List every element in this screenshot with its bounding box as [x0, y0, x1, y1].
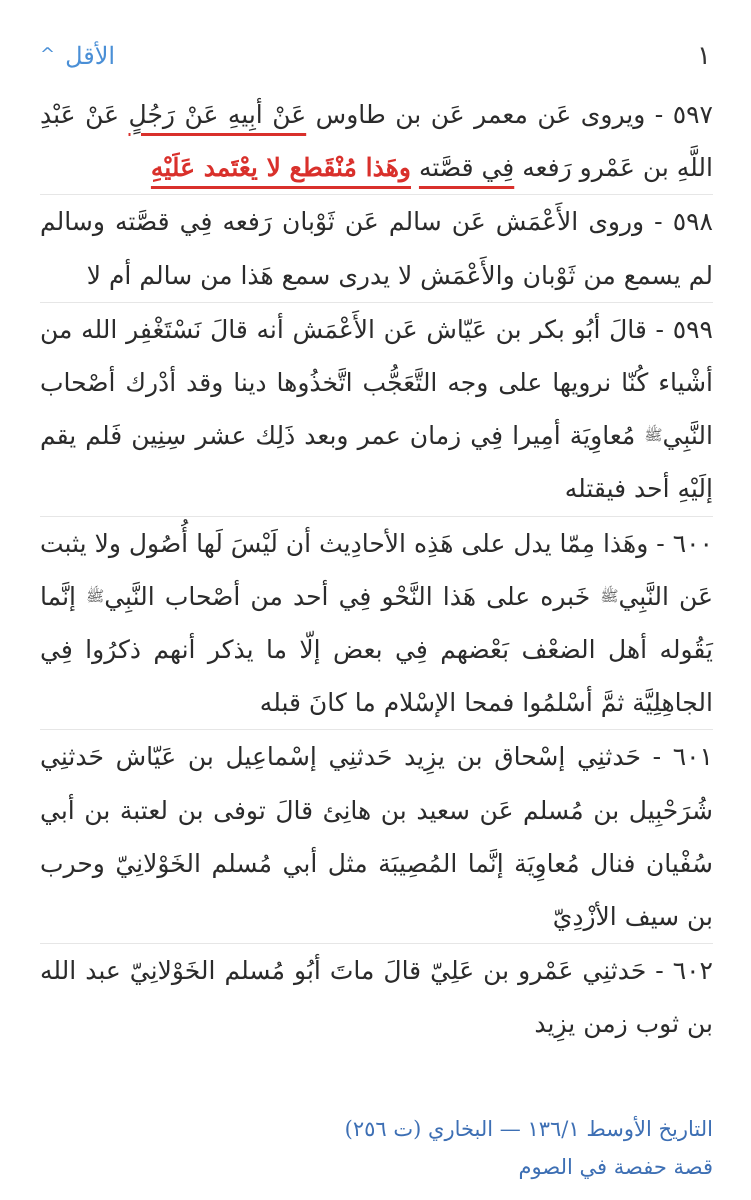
paragraph-601: ٦٠١ - حَدثنِي إسْحاق بن يزِيد حَدثنِي إسْماعِيل بن عَيّاش حَدثنِي شُرَحْبِيل بن مُسلم عَن سعيد بن هانِئ قالَ توفى بن لعتبة بن أبي سُفْيان فنال مُعاوِيَة إنَّما المُصِيبَة مثل أبي مُسلم الخَوْلانِيّ وحرب بن سيف الأزْدِيّ	[40, 730, 713, 944]
paragraph-text: خَبره على هَذا النَّحْو فِي أحد من أصْحاب النَّبِي	[104, 581, 601, 611]
top-bar	[40, 38, 711, 74]
paragraph-597	[40, 88, 713, 195]
paragraph-text: ٥٩٧ - ويروى عَن معمر عَن بن طاوس	[306, 100, 713, 129]
paragraph-602: ٦٠٢ - حَدثنِي عَمْرو بن عَلِيّ قالَ ماتَ أبُو مُسلم الخَوْلانِيّ عبد الله بن ثوب زمن يزِيد	[40, 956, 713, 1039]
paragraph-text: إنَّما يَقُوله أهل الضعْف بَعْضهم فِي بعض إلّا ما يذكر أنهم ذكرُوا فِي الجاهِلِيَّة ثمَّ أسْلمُوا فمحا الإسْلام ما كانَ قبله	[40, 581, 713, 718]
show-less-label: الأقل	[65, 42, 116, 70]
paragraph-text: ٦٠٠ - وهَذا مِمّا يدل على هَذِه الأحادِيث أن لَيْسَ لَها أُصُول ولا يثبت عَن النَّبِي	[40, 528, 713, 611]
paragraph-text: مُعاوِيَة أمِيرا فِي زمان عمر وبعد ذَلِك عشر سِنِين فَلم يقم إلَيْهِ أحد فيقتله	[40, 421, 713, 504]
page-number: ١	[697, 41, 711, 71]
salawat-seal-icon: ﷺ	[600, 586, 619, 605]
paragraph-599	[40, 303, 713, 517]
salawat-seal-icon: ﷺ	[644, 426, 663, 445]
underlined-chain: عَنْ أبِيهِ عَنْ رَجُلٍ	[128, 100, 307, 129]
paragraph-600	[40, 517, 713, 731]
paragraph-598: ٥٩٨ - وروى الأَعْمَش عَن سالم عَن ثَوْبان رَفعه فِي قصَّته وسالم لم يسمع من ثَوْبان والأَعْمَش لا يدرى سمع هَذا من سالم أم لا	[40, 195, 713, 302]
show-less-button[interactable]	[40, 42, 115, 70]
source-footer	[40, 1110, 713, 1186]
paragraph-text: ٥٩٩ - قالَ أبُو بكر بن عَيّاش عَن الأَعْمَش أنه قالَ نَسْتَغْفِر الله من أشْياء كُنّا نرويها على وجه التَّعَجُّب اتَّخذُوها دينا وقد أدْرك أصْحاب النَّبِي	[40, 314, 713, 451]
paragraph-text: عَنْ عَبْدِ اللَّهِ بن عَمْرو رَفعه	[40, 100, 713, 183]
text-body	[40, 88, 713, 1051]
chapter-link[interactable]: قصة حفصة في الصوم	[518, 1155, 713, 1179]
underlined-phrase: فِي قصَّته	[418, 153, 515, 183]
salawat-seal-icon: ﷺ	[86, 586, 105, 605]
highlighted-ruling: وهَذا مُنْقَطع لا يعْتَمد عَلَيْهِ	[150, 153, 411, 183]
chevron-up-icon: ^	[40, 43, 56, 65]
paragraph-text	[411, 153, 419, 182]
source-link[interactable]: التاريخ الأوسط ١٣٦/١ — البخاري (ت ٢٥٦)	[344, 1117, 713, 1141]
